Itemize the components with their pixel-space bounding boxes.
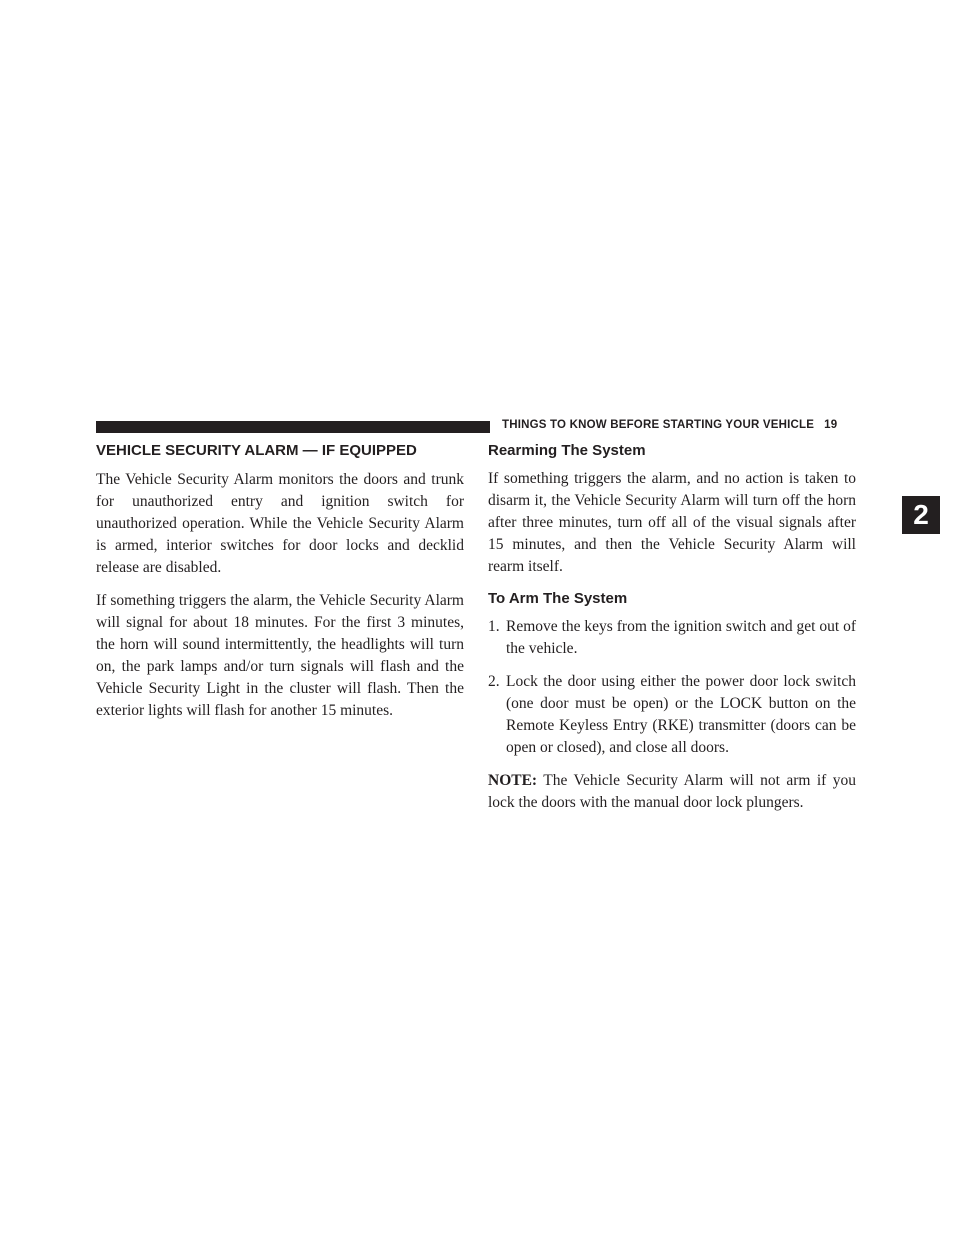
- note-text: The Vehicle Security Alarm will not arm if you lock the doors with the manual door lock plungers.: [488, 772, 856, 811]
- section-heading-security-alarm: VEHICLE SECURITY ALARM — IF EQUIPPED: [96, 442, 417, 459]
- note-label: NOTE:: [488, 772, 538, 789]
- header-rule: [96, 421, 490, 433]
- note-paragraph: [488, 770, 856, 814]
- right-column: [488, 441, 856, 825]
- arm-steps-list: [488, 616, 856, 759]
- step-text: Lock the door using either the power door lock switch (one door must be open) or the LOCK button on the Remote Keyless Entry (RKE) transmitter (doors can be open or closed), and close all doors.: [506, 673, 856, 756]
- running-head-title: THINGS TO KNOW BEFORE STARTING YOUR VEHICLE: [502, 419, 815, 431]
- page-number: 19: [824, 419, 838, 431]
- paragraph-rearming: If something triggers the alarm, and no action is taken to disarm it, the Vehicle Security Alarm will turn off the horn after three minutes, turn off all of the visual signals after 15 minutes, and then the Vehicle Security Alarm will rearm itself.: [488, 470, 856, 575]
- step-number: 2.: [488, 673, 500, 690]
- left-column: [96, 441, 464, 733]
- list-item: [488, 616, 856, 660]
- running-head: [502, 419, 837, 431]
- step-number: 1.: [488, 618, 500, 635]
- step-text: Remove the keys from the ignition switch and get out of the vehicle.: [506, 618, 856, 657]
- paragraph-alarm-overview: The Vehicle Security Alarm monitors the doors and trunk for unauthorized entry and ignition switch for unauthorized operation. While the Vehicle Security Alarm is armed, interior switches for door locks and decklid release are disabled.: [96, 471, 464, 576]
- chapter-tab: 2: [902, 496, 940, 534]
- subheading-rearming: Rearming The System: [488, 442, 646, 459]
- subheading-to-arm: To Arm The System: [488, 590, 628, 607]
- list-item: [488, 671, 856, 759]
- paragraph-alarm-trigger: If something triggers the alarm, the Vehicle Security Alarm will signal for about 18 minutes. For the first 3 minutes, the horn will sound intermittently, the headlights will turn on, the park lamps and/or turn signals will flash and the Vehicle Security Light in the cluster will flash. Then the exterior lights will flash for another 15 minutes.: [96, 592, 464, 719]
